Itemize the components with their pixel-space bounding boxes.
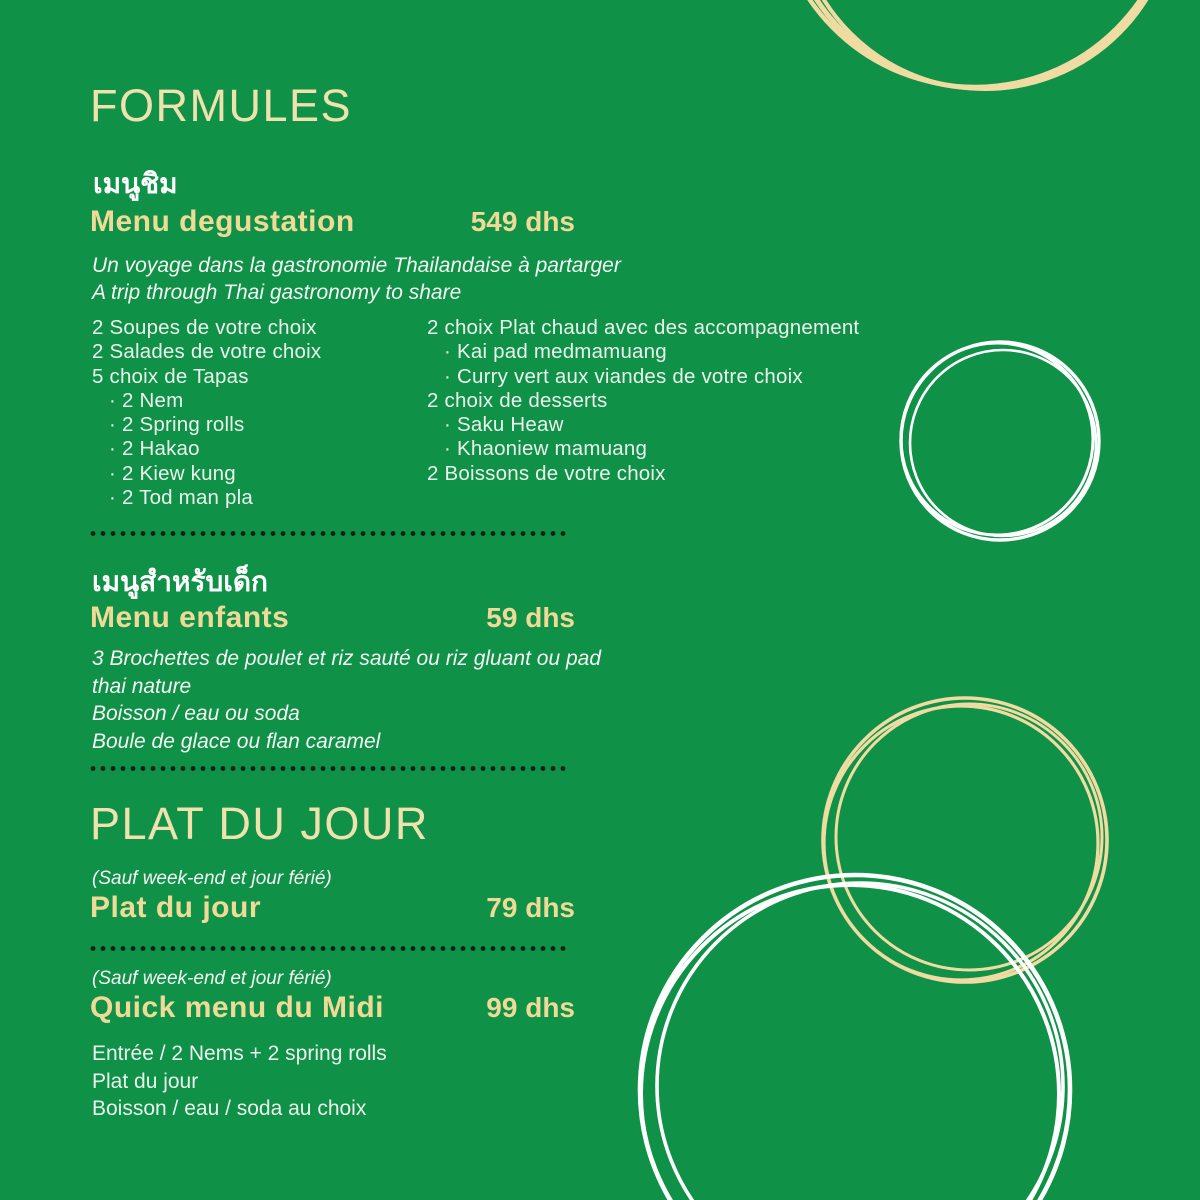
page-title: FORMULES <box>90 80 353 131</box>
menu-item-text: 2 Kiew kung <box>122 461 236 485</box>
menu-item-line <box>427 413 859 437</box>
detail-line: Entrée / 2 Nems + 2 spring rolls <box>92 1042 387 1065</box>
description-line: Boisson / eau ou soda <box>92 702 300 725</box>
bullet-icon: · <box>444 437 452 461</box>
menu-price: 99 dhs <box>486 992 575 1023</box>
menu-item-line <box>92 413 321 437</box>
description-line: thai nature <box>92 674 192 698</box>
description-line: 3 Brochettes de poulet et riz sauté ou riz gluant ou pad <box>92 647 601 670</box>
quick-menu-details <box>92 1040 387 1123</box>
dotted-divider <box>88 946 566 951</box>
menu-degustation-column-left <box>92 316 321 510</box>
bullet-icon: · <box>109 437 117 461</box>
menu-item-line <box>427 437 859 461</box>
availability-note: (Sauf week-end et jour férié) <box>92 968 332 989</box>
detail-line: Boisson / eau / soda au choix <box>92 1097 367 1120</box>
quick-menu-header <box>90 991 575 1025</box>
menu-price: 549 dhs <box>470 206 575 237</box>
menu-enfants-description <box>92 645 601 755</box>
menu-item-text: 2 Hakao <box>122 437 200 461</box>
description-line: Boule de glace ou flan caramel <box>92 729 381 753</box>
description-line: Un voyage dans la gastronomie Thailandaise à partarger <box>92 254 621 277</box>
detail-line: Plat du jour <box>92 1069 199 1093</box>
bullet-icon: · <box>109 413 117 437</box>
menu-item-line: 2 Salades de votre choix <box>92 340 322 364</box>
availability-note: (Sauf week-end et jour férié) <box>92 868 332 889</box>
menu-price: 59 dhs <box>486 602 575 633</box>
description-line: A trip through Thai gastronomy to share <box>92 281 462 304</box>
menu-item-text: Khaoniew mamuang <box>457 437 648 461</box>
menu-degustation-header <box>90 205 575 239</box>
section-heading: PLAT DU JOUR <box>90 798 429 849</box>
menu-item-text: Curry vert aux viandes de votre choix <box>457 364 803 388</box>
menu-degustation-description <box>92 252 621 306</box>
bullet-icon: · <box>109 461 117 485</box>
menu-item-line <box>427 365 859 389</box>
menu-item-line: 2 choix Plat chaud avec des accompagnement <box>427 316 860 339</box>
menu-price: 79 dhs <box>486 892 575 923</box>
menu-enfants-header <box>90 601 575 635</box>
menu-name: Plat du jour <box>90 891 261 924</box>
menu-item-line: 2 Boissons de votre choix <box>427 461 666 485</box>
menu-item-line <box>92 486 321 510</box>
dotted-divider <box>88 766 566 771</box>
plat-du-jour-header <box>90 891 575 925</box>
menu-item-text: 2 Tod man pla <box>122 486 254 510</box>
menu-item-text: Saku Heaw <box>457 413 564 437</box>
menu-degustation-thai-label: เมนูชิม <box>93 168 178 199</box>
menu-item-line <box>92 437 321 461</box>
bullet-icon: · <box>109 388 117 412</box>
menu-name: Quick menu du Midi <box>90 991 385 1024</box>
menu-item-text: Kai pad medmamuang <box>457 340 667 364</box>
menu-item-line: 5 choix de Tapas <box>92 364 249 388</box>
menu-item-line: 2 Soupes de votre choix <box>92 316 317 339</box>
menu-degustation-column-right <box>427 316 859 486</box>
bullet-icon: · <box>444 364 452 388</box>
menu-item-line <box>427 340 859 364</box>
menu-item-text: 2 Nem <box>122 388 184 412</box>
bullet-icon: · <box>444 413 452 437</box>
menu-enfants-thai-label: เมนูสำหรับเด็ก <box>92 566 268 597</box>
menu-name: Menu degustation <box>90 205 355 238</box>
menu-item-line: 2 choix de desserts <box>427 388 608 412</box>
menu-item-text: 2 Spring rolls <box>122 413 245 437</box>
menu-name: Menu enfants <box>90 601 290 634</box>
menu-item-line <box>92 389 321 413</box>
bullet-icon: · <box>444 340 452 364</box>
bullet-icon: · <box>109 486 117 510</box>
dotted-divider <box>88 531 566 536</box>
menu-item-line <box>92 462 321 486</box>
